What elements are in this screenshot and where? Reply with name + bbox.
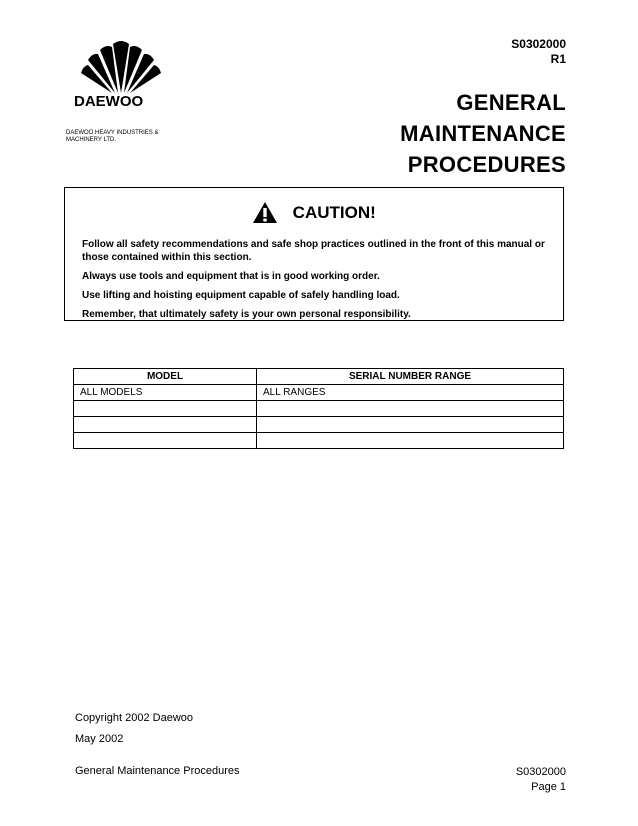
table-header-row	[74, 369, 564, 385]
copyright-notice: Copyright 2002 Daewoo	[75, 712, 194, 724]
logo-subtitle: DAEWOO HEAVY INDUSTRIES & MACHINERY LTD.	[66, 130, 159, 143]
title-line: GENERAL	[456, 90, 566, 115]
caution-text	[82, 238, 553, 327]
page-number: Page 1	[531, 781, 566, 793]
daewoo-shell-icon	[78, 38, 164, 94]
footer-doc-number: S0302000	[515, 766, 566, 778]
title-line: MAINTENANCE	[400, 121, 566, 146]
table-cell: ALL MODELS	[74, 385, 257, 401]
footer-right	[516, 765, 566, 795]
table-row	[74, 433, 564, 449]
column-header-model: MODEL	[74, 369, 257, 385]
caution-header	[65, 201, 563, 227]
caution-line: Always use tools and equipment that is in good working order.	[82, 271, 380, 282]
title-line: PROCEDURES	[407, 152, 566, 177]
column-header-serial-range: SERIAL NUMBER RANGE	[257, 369, 564, 385]
table-cell: ALL RANGES	[257, 385, 564, 401]
revision: R1	[550, 52, 566, 66]
caution-line: Remember, that ultimately safety is your own personal responsibility.	[82, 309, 411, 320]
table-row	[74, 401, 564, 417]
caution-line: Follow all safety recommendations and safe shop practices outlined in the front of this manual or those contained within this section.	[82, 239, 545, 263]
caution-line: Use lifting and hoisting equipment capable of safely handling load.	[82, 290, 400, 301]
document-number-block	[511, 37, 566, 67]
caution-heading: CAUTION!	[292, 202, 376, 222]
table-row	[74, 385, 564, 401]
daewoo-logo	[66, 38, 176, 143]
footer-title: General Maintenance Procedures	[75, 765, 240, 777]
logo-wordmark: DAEWOO	[74, 93, 144, 110]
table-cell	[74, 417, 257, 433]
table-cell	[257, 401, 564, 417]
warning-triangle-icon	[252, 201, 278, 224]
table-cell	[74, 401, 257, 417]
table-row	[74, 417, 564, 433]
table-cell	[74, 433, 257, 449]
doc-number: S0302000	[511, 37, 566, 51]
model-serial-table	[73, 368, 564, 449]
page-title	[400, 87, 566, 180]
caution-box	[64, 187, 564, 321]
table-cell	[257, 433, 564, 449]
table-cell	[257, 417, 564, 433]
publication-date: May 2002	[75, 733, 124, 745]
